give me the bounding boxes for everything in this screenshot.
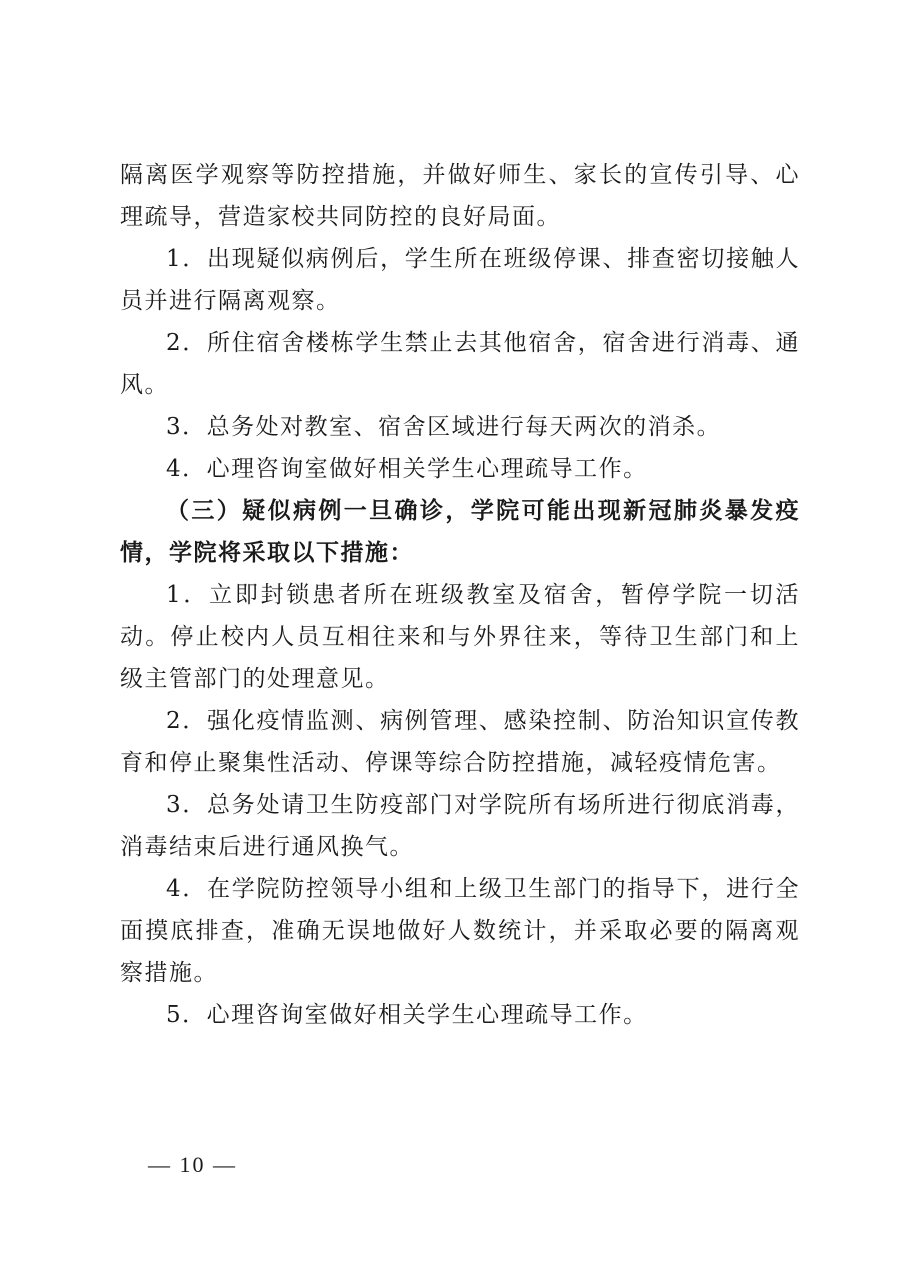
- page-number: — 10 —: [148, 1152, 237, 1177]
- list-item-4: 4．心理咨询室做好相关学生心理疏导工作。: [166, 456, 648, 482]
- document-body: [120, 154, 800, 1036]
- list-item-3: 3．总务处对教室、宿舍区域进行每天两次的消杀。: [166, 414, 722, 440]
- section3-item-1: 1．立即封锁患者所在班级教室及宿舍，暂停学院一切活动。停止校内人员互相往来和与外界往来，等待卫生部门和上级主管部门的处理意见。: [120, 582, 800, 692]
- section3-item-3: 3．总务处请卫生防疫部门对学院所有场所进行彻底消毒，消毒结束后进行通风换气。: [120, 792, 800, 860]
- list-item-1: 1．出现疑似病例后，学生所在班级停课、排查密切接触人员并进行隔离观察。: [120, 246, 800, 314]
- paragraph-continuation: 隔离医学观察等防控措施，并做好师生、家长的宣传引导、心理疏导，营造家校共同防控的良好局面。: [120, 162, 800, 230]
- section3-item-2: 2．强化疫情监测、病例管理、感染控制、防治知识宣传教育和停止聚集性活动、停课等综合防控措施，减轻疫情危害。: [120, 708, 800, 776]
- list-item-2: 2．所住宿舍楼栋学生禁止去其他宿舍，宿舍进行消毒、通风。: [120, 330, 800, 398]
- section3-item-5: 5．心理咨询室做好相关学生心理疏导工作。: [166, 1002, 648, 1028]
- section3-item-4: 4．在学院防控领导小组和上级卫生部门的指导下，进行全面摸底排查，准确无误地做好人数统计，并采取必要的隔离观察措施。: [120, 876, 800, 986]
- section-heading-3: （三）疑似病例一旦确诊，学院可能出现新冠肺炎暴发疫情，学院将采取以下措施：: [120, 497, 800, 566]
